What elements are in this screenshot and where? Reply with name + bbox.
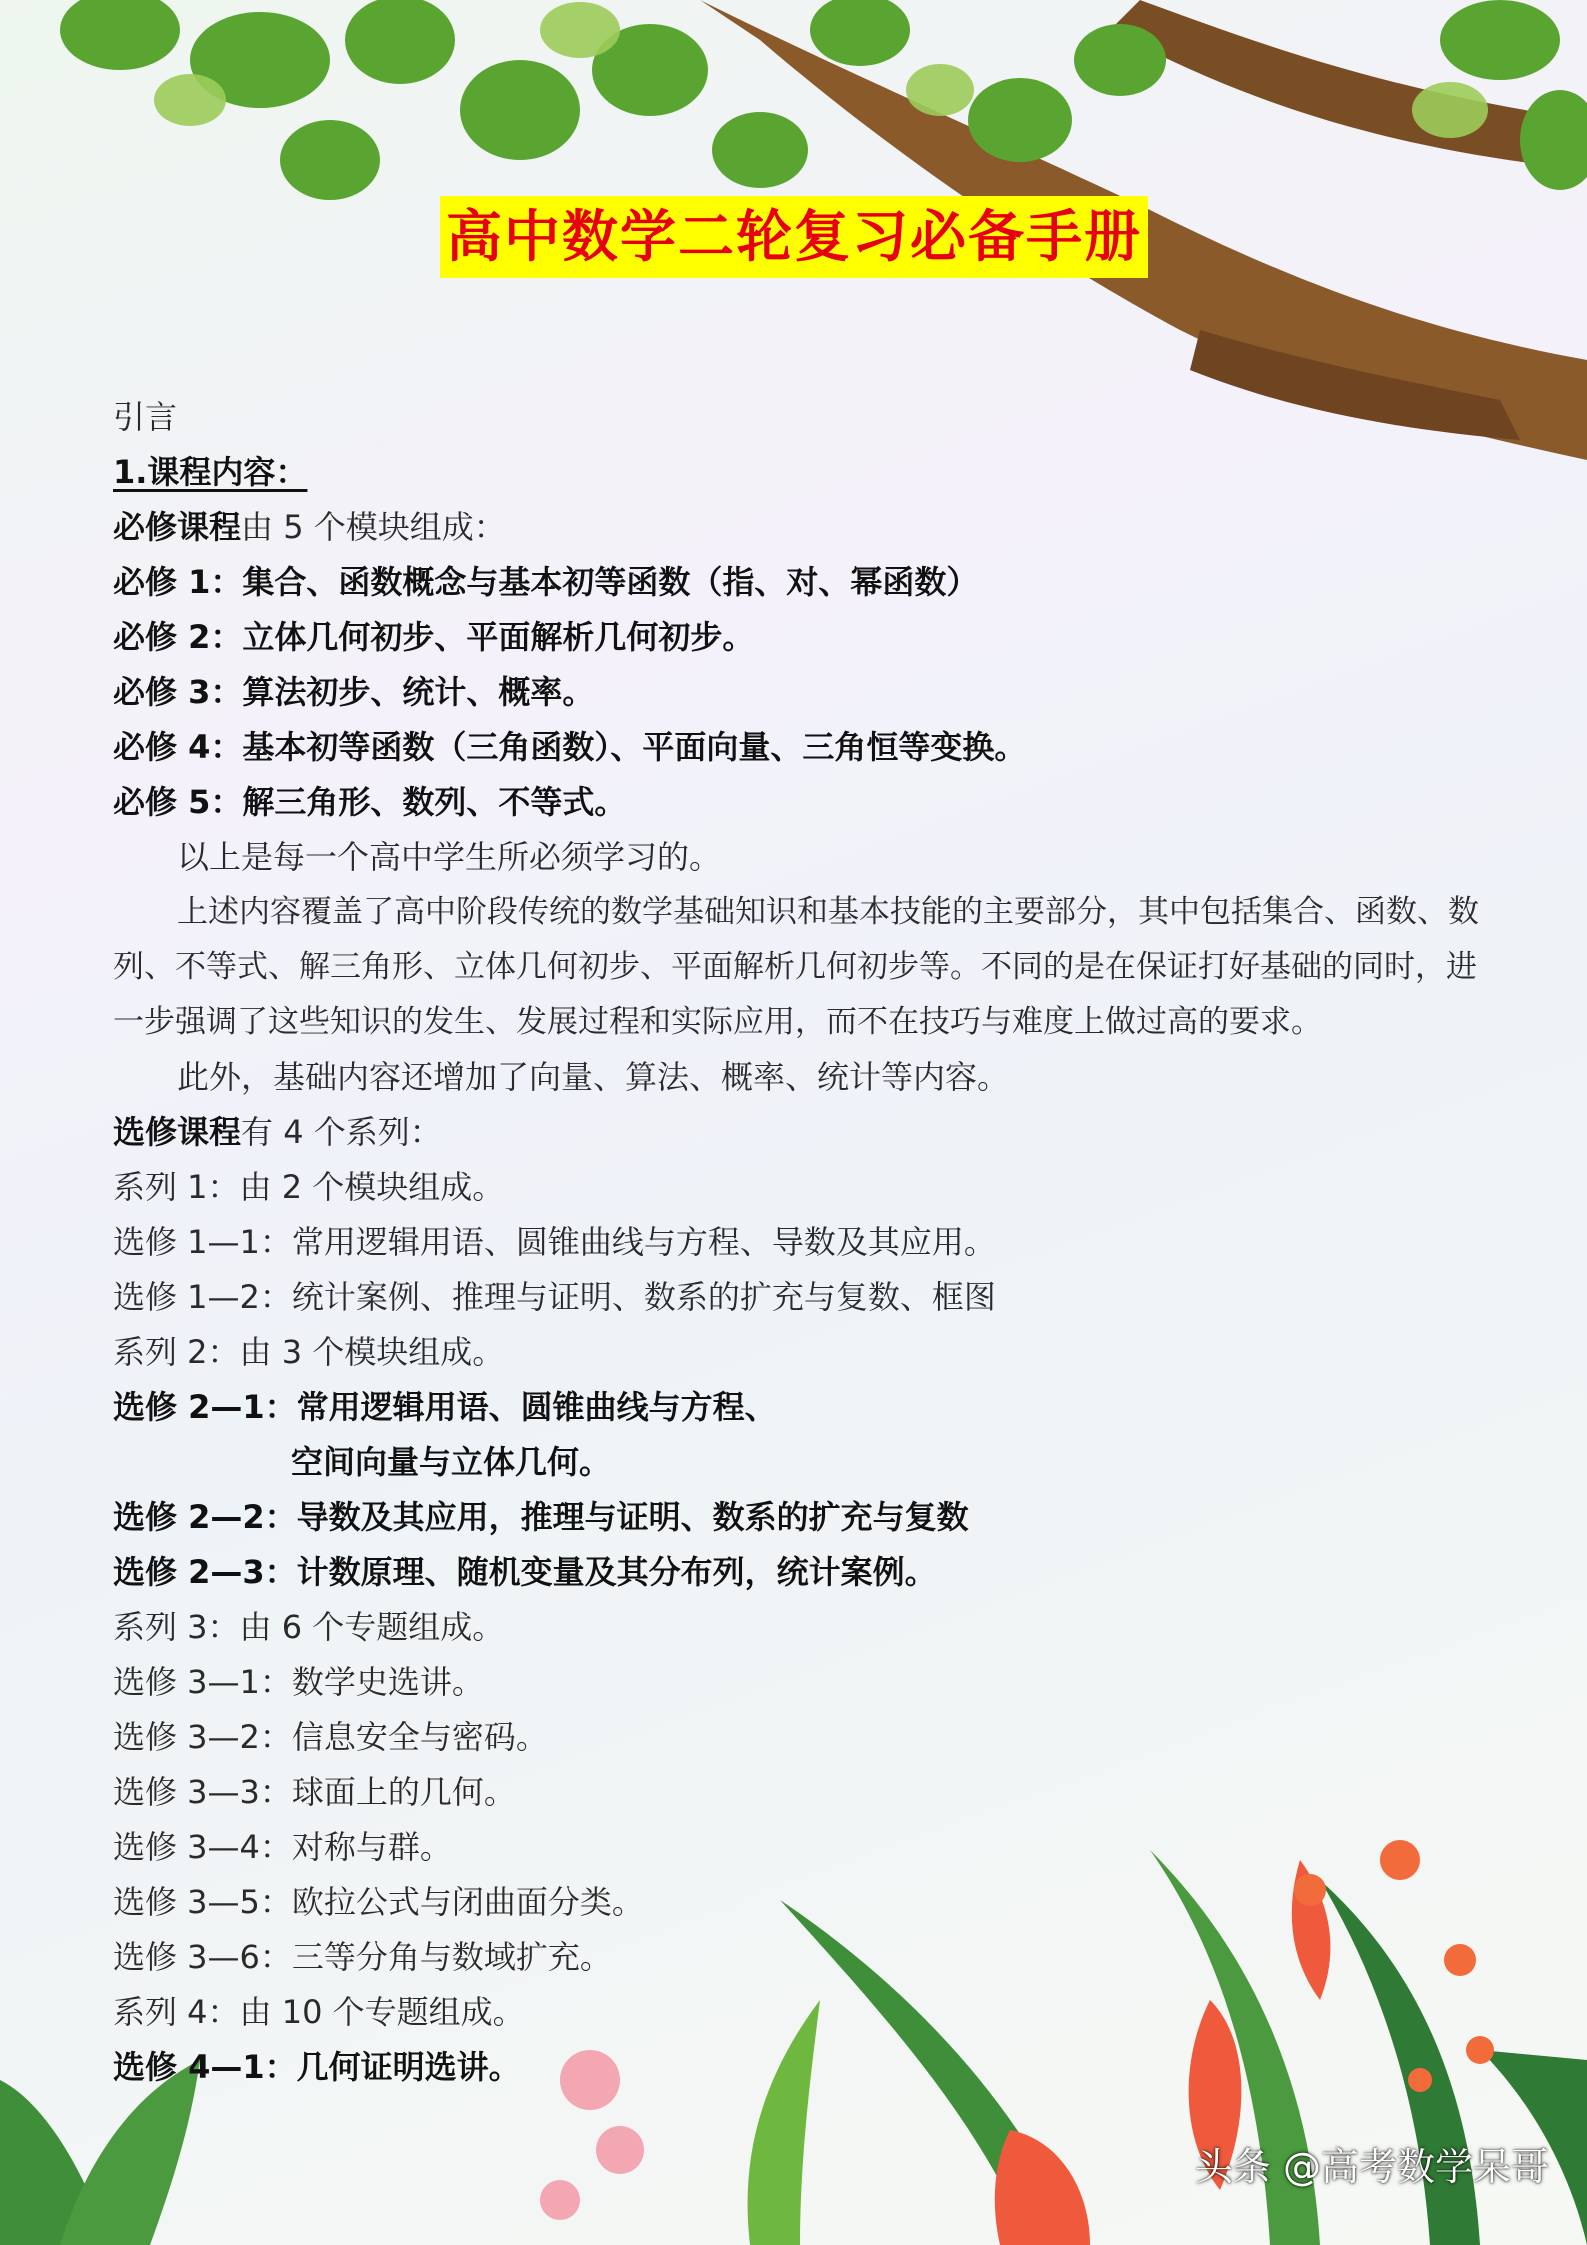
text-line: 此外，基础内容还增加了向量、算法、概率、统计等内容。	[177, 1058, 1010, 1096]
module-line: 必修 1：集合、函数概念与基本初等函数（指、对、幂函数）	[113, 563, 979, 601]
series-line: 系列 3：由 6 个专题组成。	[113, 1608, 505, 1646]
elective-line: 选修 3—6：三等分角与数域扩充。	[113, 1938, 612, 1976]
elective-line: 选修 3—4：对称与群。	[113, 1828, 452, 1866]
module-line: 必修 3：算法初步、统计、概率。	[113, 673, 595, 711]
text-line: 选修课程有 4 个系列：	[113, 1113, 442, 1151]
series-line: 系列 2：由 3 个模块组成。	[113, 1333, 505, 1371]
series-line: 系列 1：由 2 个模块组成。	[113, 1168, 505, 1206]
module-line: 必修 2：立体几何初步、平面解析几何初步。	[113, 618, 755, 656]
document-body	[113, 390, 1493, 2095]
text-line: 引言	[113, 398, 178, 436]
series-line: 系列 4：由 10 个专题组成。	[113, 1993, 525, 2031]
elective-line: 选修 2—2：导数及其应用，推理与证明、数系的扩充与复数	[113, 1498, 969, 1536]
section-heading: 1.课程内容：	[113, 453, 308, 491]
title-highlight	[440, 196, 1148, 278]
elective-line: 选修 2—1：常用逻辑用语、圆锥曲线与方程、	[113, 1388, 777, 1426]
elective-line: 选修 1—2：统计案例、推理与证明、数系的扩充与复数、框图	[113, 1278, 996, 1316]
elective-line: 选修 3—3：球面上的几何。	[113, 1773, 516, 1811]
elective-line: 选修 2—3：计数原理、随机变量及其分布列，统计案例。	[113, 1553, 937, 1591]
elective-line: 选修 3—5：欧拉公式与闭曲面分类。	[113, 1883, 644, 1921]
elective-line: 选修 1—1：常用逻辑用语、圆锥曲线与方程、导数及其应用。	[113, 1223, 996, 1261]
elective-line: 选修 3—2：信息安全与密码。	[113, 1718, 548, 1756]
watermark: 头条 @高考数学呆哥	[1194, 2145, 1549, 2189]
elective-line: 选修 4—1：几何证明选讲。	[113, 2048, 521, 2086]
text-line: 必修课程由 5 个模块组成：	[113, 508, 506, 546]
elective-line: 选修 3—1：数学史选讲。	[113, 1663, 484, 1701]
document-title: 高中数学二轮复习必备手册	[446, 204, 1142, 270]
module-line: 必修 5：解三角形、数列、不等式。	[113, 783, 627, 821]
module-line: 必修 4：基本初等函数（三角函数）、平面向量、三角恒等变换。	[113, 728, 1027, 766]
paragraph: 上述内容覆盖了高中阶段传统的数学基础知识和基本技能的主要部分，其中包括集合、函数、数列、不等式、解三角形、立体几何初步、平面解析几何初步等。不同的是在保证打好基础的同时，进一步强调了这些知识的发生、发展过程和实际应用，而不在技巧与难度上做过高的要求。	[113, 894, 1479, 1040]
elective-line-continued: 空间向量与立体几何。	[291, 1443, 612, 1481]
text-line: 以上是每一个高中学生所必须学习的。	[177, 838, 722, 876]
